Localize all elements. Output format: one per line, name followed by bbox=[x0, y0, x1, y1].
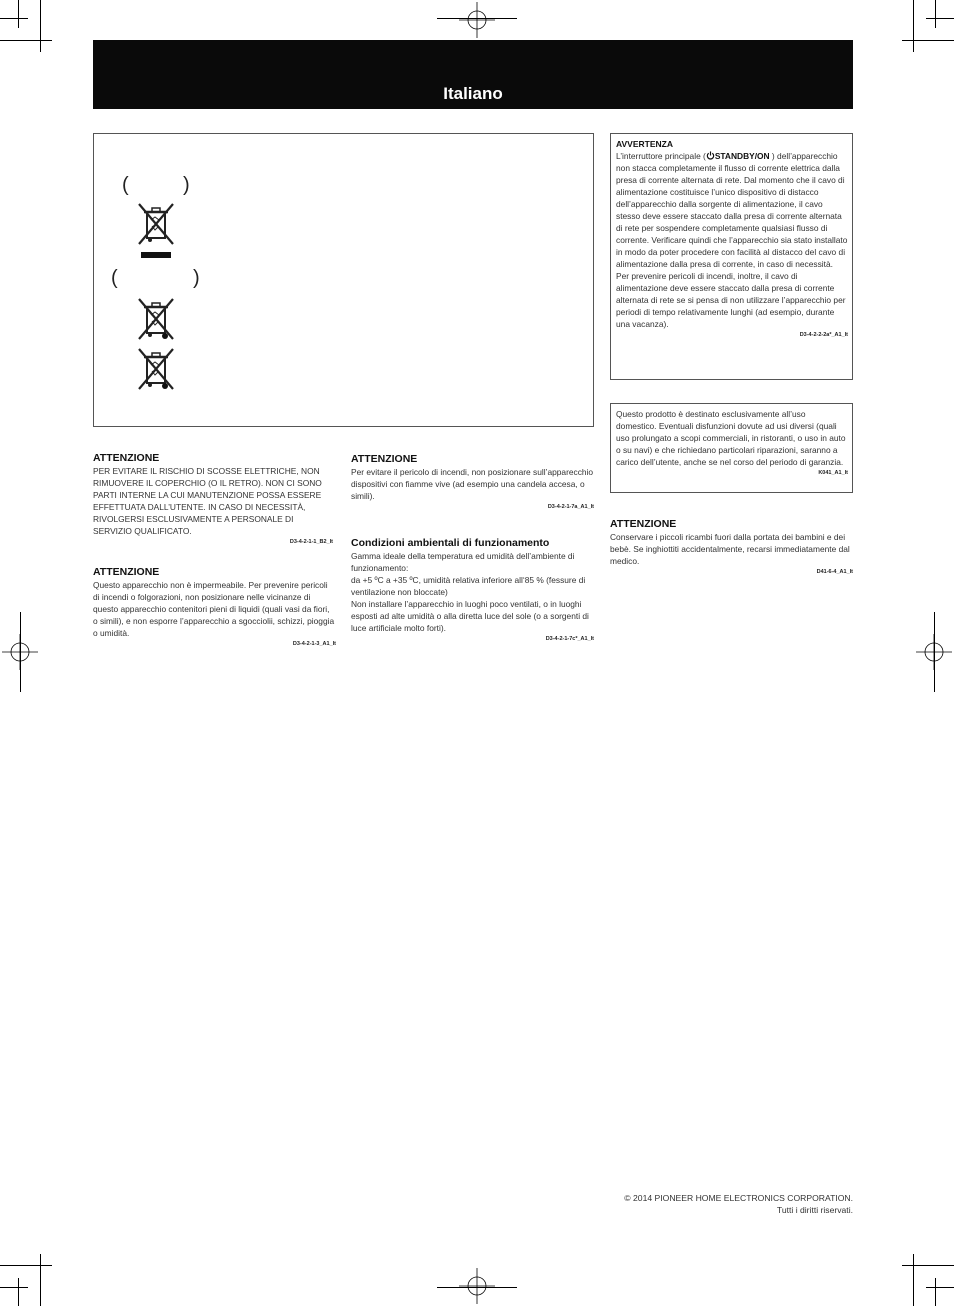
registration-mark-bottom bbox=[459, 1268, 495, 1304]
section-heading: ATTENZIONE bbox=[610, 518, 677, 530]
standby-on-label: STANDBY/ON bbox=[714, 151, 770, 161]
bracket-close: ) bbox=[193, 267, 200, 289]
rights-line: Tutti i diritti riservati. bbox=[776, 1205, 853, 1215]
section-text: da +5 ºC a +35 ºC, umidità relativa inferiore all‘85 % (fessure di ventilazione non bloccate) bbox=[351, 575, 586, 597]
document-code: D3-4-2-1-7c*_A1_It bbox=[545, 636, 594, 642]
page-title: Italiano bbox=[443, 84, 503, 103]
domestic-use-box bbox=[610, 403, 853, 493]
section-heading: ATTENZIONE bbox=[93, 566, 160, 578]
section-text: Questo prodotto è destinato esclusivamente all’uso domestico. Eventuali disfunzioni dovute ad usi diversi (quali uso prolungato a scopi commerciali, in ristoranti, o uso in auto o su navi) e che richiedano particolari riparazioni, saranno a carico dell’utente, anche se nel corso del periodo di garanzia. bbox=[616, 409, 846, 467]
section-text: PER EVITARE IL RISCHIO DI SCOSSE ELETTRICHE, NON RIMUOVERE IL COPERCHIO (O IL RETRO). NON CI SONO PARTI INTERNE LA CUI MANUTENZIONE POSSA ESSERE EFFETTUATA DALL’UTENTE. IN CASO DI NECESSITÀ, RIVOLGERSI ESCLUSIVAMENTE A PERSONALE DI SERVIZIO QUALIFICATO. bbox=[93, 466, 322, 536]
warning-box bbox=[610, 133, 853, 380]
power-icon bbox=[706, 151, 715, 160]
section-text: Non installare l’apparecchio in luoghi poco ventilati, o in luoghi esposti ad alte umidità o alla diretta luce del sole (o a sorgenti di luce artificiale molto forti). bbox=[351, 599, 589, 633]
bracket-open: ( bbox=[111, 267, 118, 289]
bracket-open: ( bbox=[122, 174, 129, 196]
section-text: Per evitare il pericolo di incendi, non posizionare sull’apparecchio dispositivi con fiamme vive (ad esempio una candela accesa, o simili). bbox=[351, 467, 594, 501]
section-text: Questo apparecchio non è impermeabile. Per prevenire pericoli di incendi o folgorazioni, non posizionare nelle vicinanze di questo apparecchio contenitori pieni di liquidi (quali vasi da fiori, o simili), e non esporre l’apparecchio a sgocciolii, schizzi, pioggia o umidità. bbox=[93, 580, 335, 638]
crossed-bin-icon bbox=[136, 347, 176, 393]
crossed-bin-icon bbox=[136, 202, 176, 260]
document-code: D3-4-2-1-7a_A1_It bbox=[547, 504, 594, 510]
section-text: Conservare i piccoli ricambi fuori dalla portata dei bambini e dei bebè. Se inghiottiti accidentalmente, recarsi immediatamente dal medico. bbox=[610, 532, 850, 566]
caution-fire bbox=[351, 453, 594, 511]
header-bar bbox=[93, 40, 853, 109]
caution-electric-shock bbox=[93, 452, 333, 546]
weee-symbol-box bbox=[93, 133, 594, 427]
warning-heading: AVVERTENZA bbox=[616, 139, 673, 149]
crossed-bin-icon bbox=[136, 297, 176, 343]
document-code: D41-6-4_A1_It bbox=[816, 569, 853, 575]
document-code: K041_A1_It bbox=[818, 470, 848, 476]
document-code: D3-4-2-1-3_A1_It bbox=[292, 641, 336, 647]
caution-water bbox=[93, 566, 336, 648]
section-heading: Condizioni ambientali di funzionamento bbox=[351, 537, 550, 549]
document-code: D3-4-2-1-1_B2_It bbox=[289, 539, 333, 545]
section-text: Gamma ideale della temperatura ed umidità dell’ambiente di funzionamento: bbox=[351, 551, 575, 573]
bracket-close: ) bbox=[183, 174, 190, 196]
registration-mark-top bbox=[459, 2, 495, 38]
section-heading: ATTENZIONE bbox=[93, 452, 160, 464]
section-heading: ATTENZIONE bbox=[351, 453, 418, 465]
operating-conditions bbox=[351, 537, 594, 643]
warning-text: L’interruttore principale ( STANDBY/ON ) dell’apparecchio non stacca completamente il flusso di corrente elettrica dalla presa di corrente alternata di rete. Dal momento che il cavo di alimentazione costituisce l’unico dispositivo di distacco dell’apparecchio dalla sorgente di alimentazione, il cavo stesso deve essere staccato dalla presa di corrente alternata di rete per sospendere completamente qualsiasi flusso di corrente. Verificare quindi che l’apparecchio sia stato installato in modo da poter procedere con facilità al distacco del cavo di alimentazione dalla presa di corrente, in caso di necessità. Per prevenire pericoli di incendi, inoltre, il cavo di alimentazione deve essere staccato dalla presa di corrente alternata di rete se si pensa di non utilizzare l’apparecchio per periodi di tempo relativamente lunghi (ad esempio, durante una vacanza). bbox=[616, 151, 848, 329]
document-code: D3-4-2-2-2a*_A1_It bbox=[799, 332, 848, 338]
copyright-footer bbox=[624, 1192, 853, 1216]
copyright-line: © 2014 PIONEER HOME ELECTRONICS CORPORATION. bbox=[624, 1193, 853, 1203]
caution-small-parts bbox=[610, 518, 853, 576]
